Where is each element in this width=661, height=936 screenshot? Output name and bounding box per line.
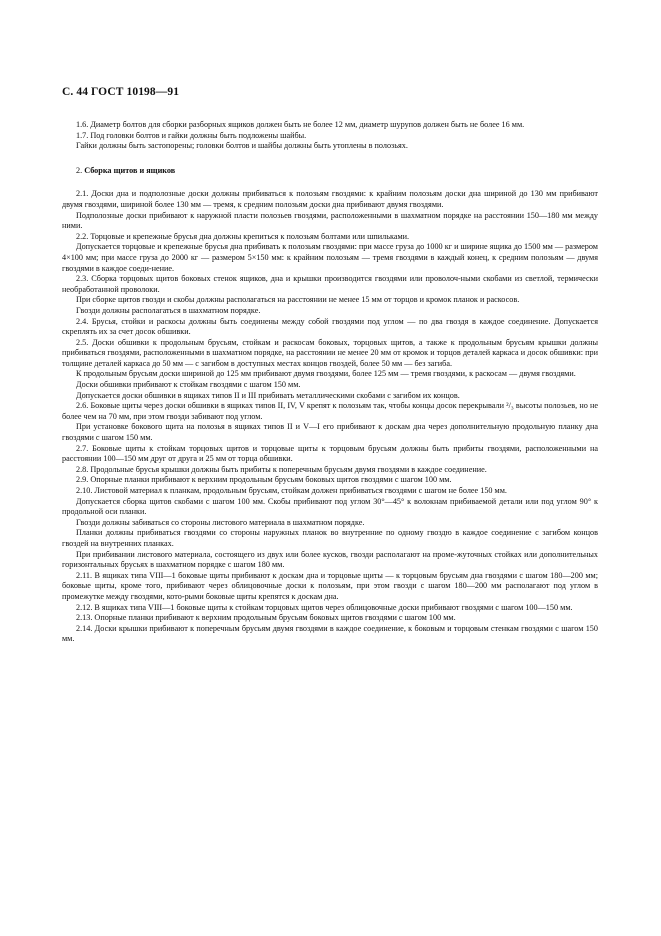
paragraph: К продольным брусьям доски шириной до 125 мм прибивают двумя гвоздями, более 125 мм — тремя гвоздями, к раскосам — двумя гвоздями. [76, 369, 576, 379]
section-body [62, 189, 598, 645]
paragraph: При сборке щитов гвозди и скобы должны располагаться на расстоянии не менее 15 мм от торцов и кромок планок и раскосов. [76, 295, 520, 305]
document-page [62, 86, 598, 645]
page-header: С. 44 ГОСТ 10198—91 [62, 86, 180, 98]
paragraph: 2.1. Доски дна и подполозные доски должны прибиваться к полозьям гвоздями: к крайним полозьям доски дна шириной до 130 мм прибивают двумя гвоздями, шириной более 130 мм — тремя, к средним полозьям доски дна прибивают двумя гвоздями. [62, 189, 598, 209]
paragraph: Гайки должны быть застопорены; головки болтов и шайбы должны быть утоплены в полозьях. [76, 141, 408, 151]
paragraph: Гвозди должны забиваться со стороны листового материала в шахматном порядке. [76, 517, 365, 527]
paragraph: 2.13. Опорные планки прибивают к верхним продольным брусьям боковых щитов гвоздями с шагом 100 мм. [76, 613, 456, 623]
paragraph: 2.5. Доски обшивки к продольным брусьям, стойкам и раскосам боковых, торцовых щитов, а также к продольным брусьям крышки должны прибиваться гвоздями, расположенными в шахматном порядке, на расстоянии не менее 20 мм от кромок и торцов деталей каркаса и досок обшивки: при толщине деталей каркаса до 50 мм — с загибом в доступных местах концов гвоздей, более 50 мм — без загиба. [62, 337, 598, 368]
paragraph: 2.14. Доски крышки прибивают к поперечным брусьям двумя гвоздями в каждое соединение, к боковым и торцовым стенкам гвоздями с шагом 150 мм. [62, 623, 598, 644]
paragraph: 2.2. Торцовые и крепежные брусья дна должны крепиться к полозьям болтами или шпильками. [76, 231, 410, 241]
paragraph: 2.7. Боковые щиты к стойкам торцовых щитов и торцовые щиты к торцовым брусьям должны быть прибиты гвоздями, расположенными на расстоянии 100—150 мм друг от друга и 25 мм от торца обшивки. [62, 443, 598, 464]
paragraph: 2.6. Боковые щиты через доски обшивки в ящиках типов II, IV, V крепят к полозьям так, чтобы концы досок перекрывали ²/₃ высоты полозьев, но не более чем на 70 мм, при этом гвозди забивают под углом. [62, 401, 598, 421]
section-title: Сборка щитов и ящиков [84, 165, 176, 175]
paragraph: 1.6. Диаметр болтов для сборки разборных ящиков должен быть не более 12 мм, диаметр шурупов должен быть не более 16 мм. [76, 120, 525, 129]
intro-block [62, 120, 598, 152]
section-number: 2. [76, 165, 83, 175]
paragraph: Допускается торцовые и крепежные брусья дна прибивать к полозьям гвоздями: при массе груза до 1000 кг и ширине ящика до 1500 мм — размером 4×100 мм; при массе груза до 2000 кг — размером 5×150 мм: к крайним полозьям — тремя гвоздями в каждый конец, к средним полозьям — двумя гвоздями в каждое соеди-нение. [62, 242, 598, 273]
paragraph: 2.10. Листовой материал к планкам, продольным брусьям, стойкам должен прибиваться гвоздями с шагом не более 150 мм. [76, 486, 507, 495]
paragraph: Допускается сборка щитов скобами с шагом 100 мм. Скобы прибивают под углом 30°—45° к волокнам прибиваемой детали или под углом 90° к продольной оси планки. [62, 496, 598, 517]
paragraph: 2.12. В ящиках типа VIII—1 боковые щиты к стойкам торцовых щитов через облицовочные доски прибивают гвоздями с шагом 100—150 мм. [76, 602, 573, 612]
paragraph: 2.9. Опорные планки прибивают к верхним продольным брусьям боковых щитов гвоздями с шагом 100 мм. [76, 475, 452, 485]
paragraph: Допускается доски обшивки в ящиках типов II и III прибивать металлическими скобами с загибом их концов. [76, 390, 460, 400]
paragraph: 2.4. Брусья, стойки и раскосы должны быть соединены между собой гвоздями под углом — по два гвоздя в каждое соединение. Допускается скреплять их за счет досок обшивки. [62, 316, 598, 337]
paragraph: 2.8. Продольные брусья крышки должны быть прибиты к поперечным брусьям двумя гвоздями в каждое соединение. [76, 464, 487, 474]
paragraph: Гвозди должны располагаться в шахматном порядке. [76, 305, 261, 315]
paragraph: Планки должны прибиваться гвоздями со стороны наружных планок во внутренние по одному гвоздю в каждое соединение с загибом концов гвоздей на внутренних планках. [62, 528, 598, 548]
paragraph: При прибивании листового материала, состоящего из двух или более кусков, гвозди располагают на проме-жуточных стойках или дополнительных горизонтальных брусьях в шахматном порядке с шагом 180 мм. [62, 549, 598, 570]
paragraph: При установке бокового щита на полозья в ящиках типов II и V—I его прибивают к доскам дна через дополнительную продольную планку дна гвоздями с шагом 150 мм. [62, 422, 598, 443]
section-heading [62, 166, 598, 177]
paragraph: 1.7. Под головки болтов и гайки должны быть подложены шайбы. [76, 130, 307, 140]
paragraph: Подполозные доски прибивают к наружной пласти полозьев гвоздями, расположенными в шахматном порядке на расстоянии 150—180 мм между ними. [62, 210, 598, 231]
paragraph: 2.3. Сборка торцовых щитов боковых стенок ящиков, дна и крышки производится гвоздями или проволоч-ными скобами из светлой, термически необработанной проволоки. [62, 274, 598, 294]
paragraph: Доски обшивки прибивают к стойкам гвоздями с шагом 150 мм. [76, 380, 301, 390]
paragraph: 2.11. В ящиках типа VIII—1 боковые щиты прибивают к доскам дна и торцовые щиты — к торцовым брусьям дна гвоздями с шагом 180—200 мм; боковые щиты, кроме того, прибивают через облицовочные доски к полозьям, при этом гвозди с шагом 180—200 мм располагают под углом в промежутке между гвоздями, кото-рыми боковые щиты крепятся к доскам дна. [62, 570, 598, 601]
